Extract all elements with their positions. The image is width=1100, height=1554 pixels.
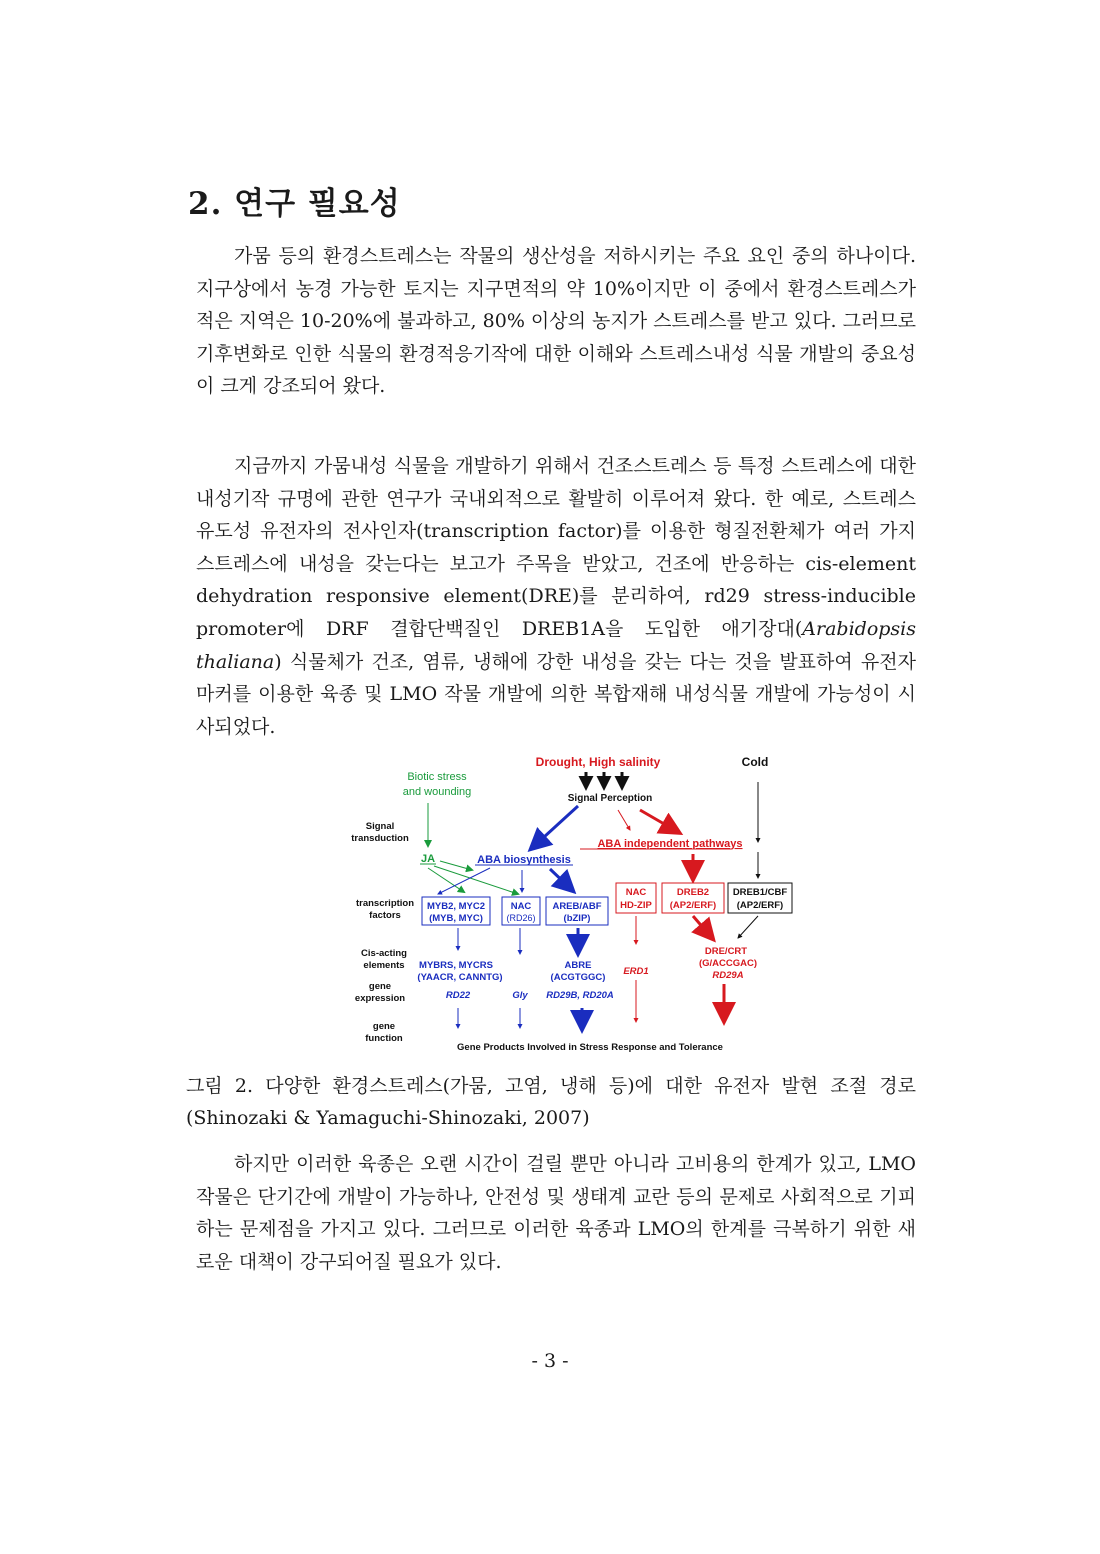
paragraph-2-text-a: 지금까지 가뭄내성 식물을 개발하기 위해서 건조스트레스 등 특정 스트레스에 대한 내성기작 규명에 관한 연구가 국내외적으로 활발히 이루어져 왔다. 한 예로, 스트레스 유도성 유전자의 전사인자(transcription factor)를 이용한 형질전환체가 여러 가지 스트레스에 내성을 갖는다는 보고가 주목을 받았고, 건조에 반응하는 cis-element dehydration responsive element(DRE)를 분리하여, rd29 stress-inducible promoter에 DRF 결합단백질인 DREB1A을 도입한 애기장대( — [196, 455, 916, 640]
page-number: - 3 - — [531, 1350, 569, 1372]
tf-dreb2-line-2: (AP2/ERF) — [669, 900, 717, 911]
biotic-label-1: Biotic stress — [407, 771, 467, 783]
paragraph-3: 하지만 이러한 육종은 오랜 시간이 걸릴 뿐만 아니라 고비용의 한계가 있고, LMO 작물은 단기간에 개발이 가능하나, 안전성 및 생태계 교란 등의 문제로 사회적으로 기피하는 문제점을 가지고 있다. 그러므로 이러한 육종과 LMO의 한계를 극복하기 위한 새로운 대책이 강구되어질 필요가 있다. — [196, 1153, 916, 1273]
tf-box-nac-hdzip — [616, 883, 656, 913]
row-label-tf-1: transcription — [355, 898, 415, 909]
gene-erd1: ERD1 — [623, 966, 649, 977]
tf-dreb1-line-1: DREB1/CBF — [732, 887, 788, 898]
gene-rd29b: RD29B, RD20A — [546, 990, 614, 1001]
tf-areb-line-1: AREB/ABF — [552, 901, 602, 912]
cis-myb-line-1: MYBRS, MYCRS — [419, 960, 493, 971]
tf-box-myb — [422, 897, 490, 925]
cis-dre-line-2: (G/ACCGAC) — [698, 958, 758, 969]
cis-dre-line-1: DRE/CRT — [704, 946, 748, 957]
dreb2-to-dre-arrow — [693, 916, 712, 938]
cis-abre-line-2: (ACGTGGC) — [550, 972, 606, 983]
tf-box-nac — [502, 897, 540, 925]
tf-nachd-line-2: HD-ZIP — [620, 900, 652, 911]
perception-to-independent-arrow-2 — [640, 810, 678, 832]
aba-to-myb-arrow — [438, 868, 490, 894]
drought-label: Drought, High salinity — [535, 755, 661, 769]
gene-products-label: Gene Products Involved in Stress Response and Tolerance — [457, 1042, 723, 1053]
ja-label: JA — [420, 853, 436, 865]
tf-box-dreb2 — [662, 883, 724, 913]
paragraph-2 — [196, 450, 916, 743]
row-label-func-2: function — [365, 1033, 403, 1044]
aba-to-areb-arrow — [550, 869, 572, 890]
paragraph-1: 가뭄 등의 환경스트레스는 작물의 생산성을 저하시키는 주요 요인 중의 하나이다. 지구상에서 농경 가능한 토지는 지구면적의 약 10%이지만 이 중에서 환경스트레스가 적은 지역은 10-20%에 불과하고, 80% 이상의 농지가 스트레스를 받고 있다. 그러므로 기후변화로 인한 식물의 환경적응기작에 대한 이해와 스트레스내성 식물 개발의 중요성이 크게 강조되어 왔다. — [196, 245, 916, 398]
tf-nachd-line-1: NAC — [625, 887, 647, 898]
row-label-expr-1: gene — [368, 981, 392, 992]
tf-areb-line-2: (bZIP) — [563, 913, 591, 924]
paragraph-2-text-b: ) 식물체가 건조, 염류, 냉해에 강한 내성을 갖는 다는 것을 발표하여 유전자 마커를 이용한 육종 및 LMO 작물 개발에 의한 복합재해 내성식물 개발에 가능성이 시사되었다. — [196, 650, 916, 738]
cis-myb-line-2: (YAACR, CANNTG) — [417, 972, 503, 983]
tf-nac-line-2: (RD26) — [506, 913, 536, 923]
tf-dreb1-line-2: (AP2/ERF) — [736, 900, 784, 911]
gene-rd29a: RD29A — [712, 970, 744, 981]
cold-label: Cold — [741, 755, 769, 769]
aba-independent-label: ABA independent pathways — [597, 838, 743, 850]
ja-to-aba-arrow — [440, 861, 472, 870]
aba-biosynthesis-label: ABA biosynthesis — [477, 854, 571, 866]
dreb1-to-dre-arrow — [738, 916, 758, 938]
stress-pathway-figure — [340, 748, 800, 1060]
row-label-signal-2: transduction — [351, 833, 409, 844]
species-name: Arabidopsis thaliana — [196, 617, 916, 673]
row-label-expr-2: expression — [354, 993, 406, 1004]
perception-to-independent-arrow-1 — [618, 810, 630, 830]
row-label-func-1: gene — [372, 1021, 396, 1032]
tf-myb-line-2: (MYB, MYC) — [429, 913, 483, 924]
tf-nac-line-1: NAC — [510, 901, 532, 912]
biotic-label-2: and wounding — [402, 786, 472, 798]
cis-abre-line-1: ABRE — [564, 960, 592, 971]
section-title: 2. 연구 필요성 — [188, 186, 401, 222]
figure-caption: 그림 2. 다양한 환경스트레스(가뭄, 고염, 냉해 등)에 대한 유전자 발현 조절 경로(Shinozaki & Yamaguchi-Shinozaki, 2007) — [186, 1075, 916, 1129]
perception-to-aba-arrow — [532, 806, 578, 848]
gene-gly: Gly — [512, 990, 528, 1001]
tf-box-dreb1 — [728, 883, 792, 913]
tf-dreb2-line-1: DREB2 — [676, 887, 710, 898]
row-label-signal-1: Signal — [365, 821, 395, 832]
row-label-cis-2: elements — [363, 960, 405, 971]
gene-rd22: RD22 — [445, 990, 471, 1001]
ja-to-myb-arrow — [428, 868, 464, 892]
row-label-tf-2: factors — [369, 910, 401, 921]
signal-perception-label: Signal Perception — [567, 793, 653, 804]
row-label-cis-1: Cis-acting — [361, 948, 407, 959]
tf-myb-line-1: MYB2, MYC2 — [426, 901, 486, 912]
tf-box-areb — [546, 897, 608, 925]
